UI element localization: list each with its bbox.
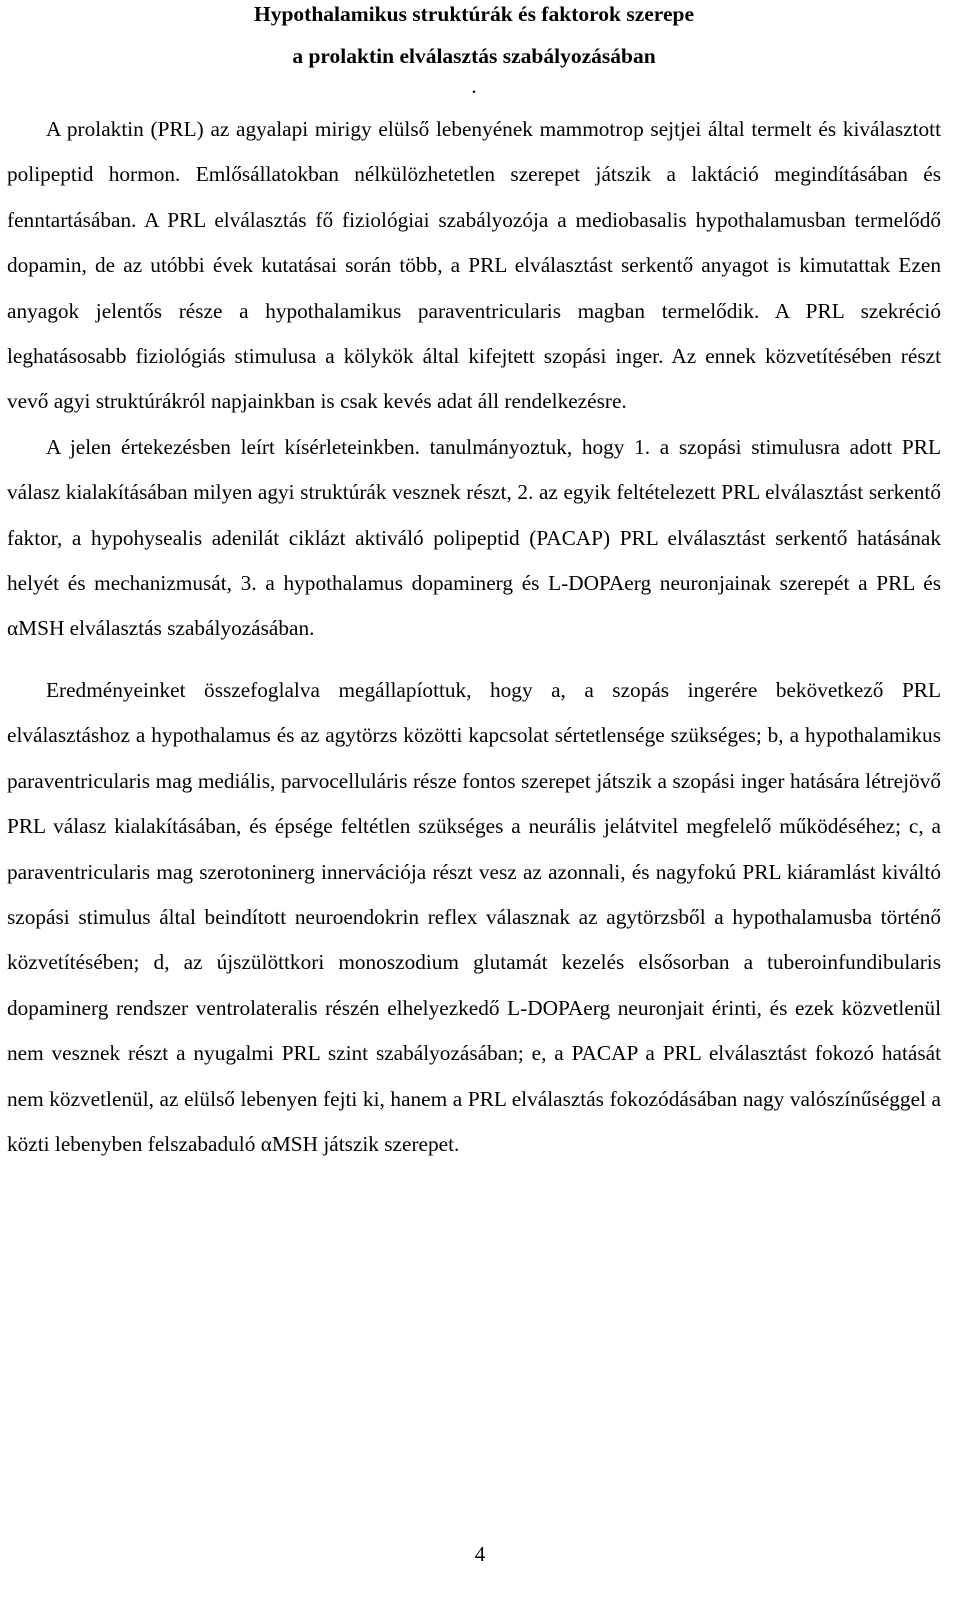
paragraph-intro: A prolaktin (PRL) az agyalapi mirigy elülső lebenyének mammotrop sejtjei által termelt és kiválasztott polipeptid hormon. Emlősállatokban nélkülözhetetlen szerepet játszik a laktáció megindításában és fenntartásában. A PRL elválasztás fő fiziológiai szabályozója a mediobasalis hypothalamusban termelődő dopamin, de az utóbbi évek kutatásai során több, a PRL elválasztást serkentő anyagot is kimutattak Ezen anyagok jelentős része a hypothalamikus paraventricularis magban termelődik. A PRL szekréció leghatásosabb fiziológiás stimulusa a kölykök által kifejtett szopási inger. Az ennek közvetítésében részt vevő agyi struktúrákról napjainkban is csak kevés adat áll rendelkezésre. <box>7 117 941 414</box>
paragraph-results: Eredményeinket összefoglalva megállapíottuk, hogy a, a szopás ingerére bekövetkező PRL elválasztáshoz a hypothalamus és az agytörzs közötti kapcsolat sértetlensége szükséges; b, a hypothalamikus paraventricularis mag mediális, parvocelluláris része fontos szerepet játszik a szopási inger hatására létrejövő PRL válasz kialakításában, és épsége feltétlen szükséges a neurális jelátvitel megfelelő működéséhez; c, a paraventricularis mag szerotoninerg innervációja részt vesz az azonnali, és nagyfokú PRL kiáramlást kiváltó szopási stimulus által beindított neuroendokrin reflex válasznak az agytörzsből a hypothalamusba történő közvetítésében; d, az újszülöttkori monoszodium glutamát kezelés elsősorban a tuberoinfundibularis dopaminerg rendszer ventrolateralis részén elhelyezkedő L-DOPAerg neuronjait érinti, és ezek közvetlenül nem vesznek részt a nyugalmi PRL szint szabályozásában; e, a PACAP a PRL elválasztást fokozó hatását nem közvetlenül, az elülső lebenyen fejti ki, hanem a PRL elválasztás fokozódásában nagy valószínűséggel a közti lebenyben felszabaduló αMSH játszik szerepet. <box>7 677 941 1156</box>
paragraph-aims: A jelen értekezésben leírt kísérleteinkben. tanulmányoztuk, hogy 1. a szopási stimulusra adott PRL válasz kialakításában milyen agyi struktúrák vesznek részt, 2. az egyik feltételezett PRL elválasztást serkentő faktor, a hypohysealis adenilát ciklázt aktiváló polipeptid (PACAP) PRL elválasztást serkentő hatásának helyét és mechanizmusát, 3. a hypothalamus dopaminerg és L-DOPAerg neuronjainak szerepét a PRL és αMSH elválasztás szabályozásában. <box>7 434 941 641</box>
document-page <box>7 0 941 1167</box>
page-number: 4 <box>474 1542 486 1566</box>
title-line-1: Hypothalamikus struktúrák és faktorok szerepe <box>254 2 694 26</box>
title-dot: . <box>471 74 477 98</box>
title-line-2: a prolaktin elválasztás szabályozásában <box>292 44 656 68</box>
